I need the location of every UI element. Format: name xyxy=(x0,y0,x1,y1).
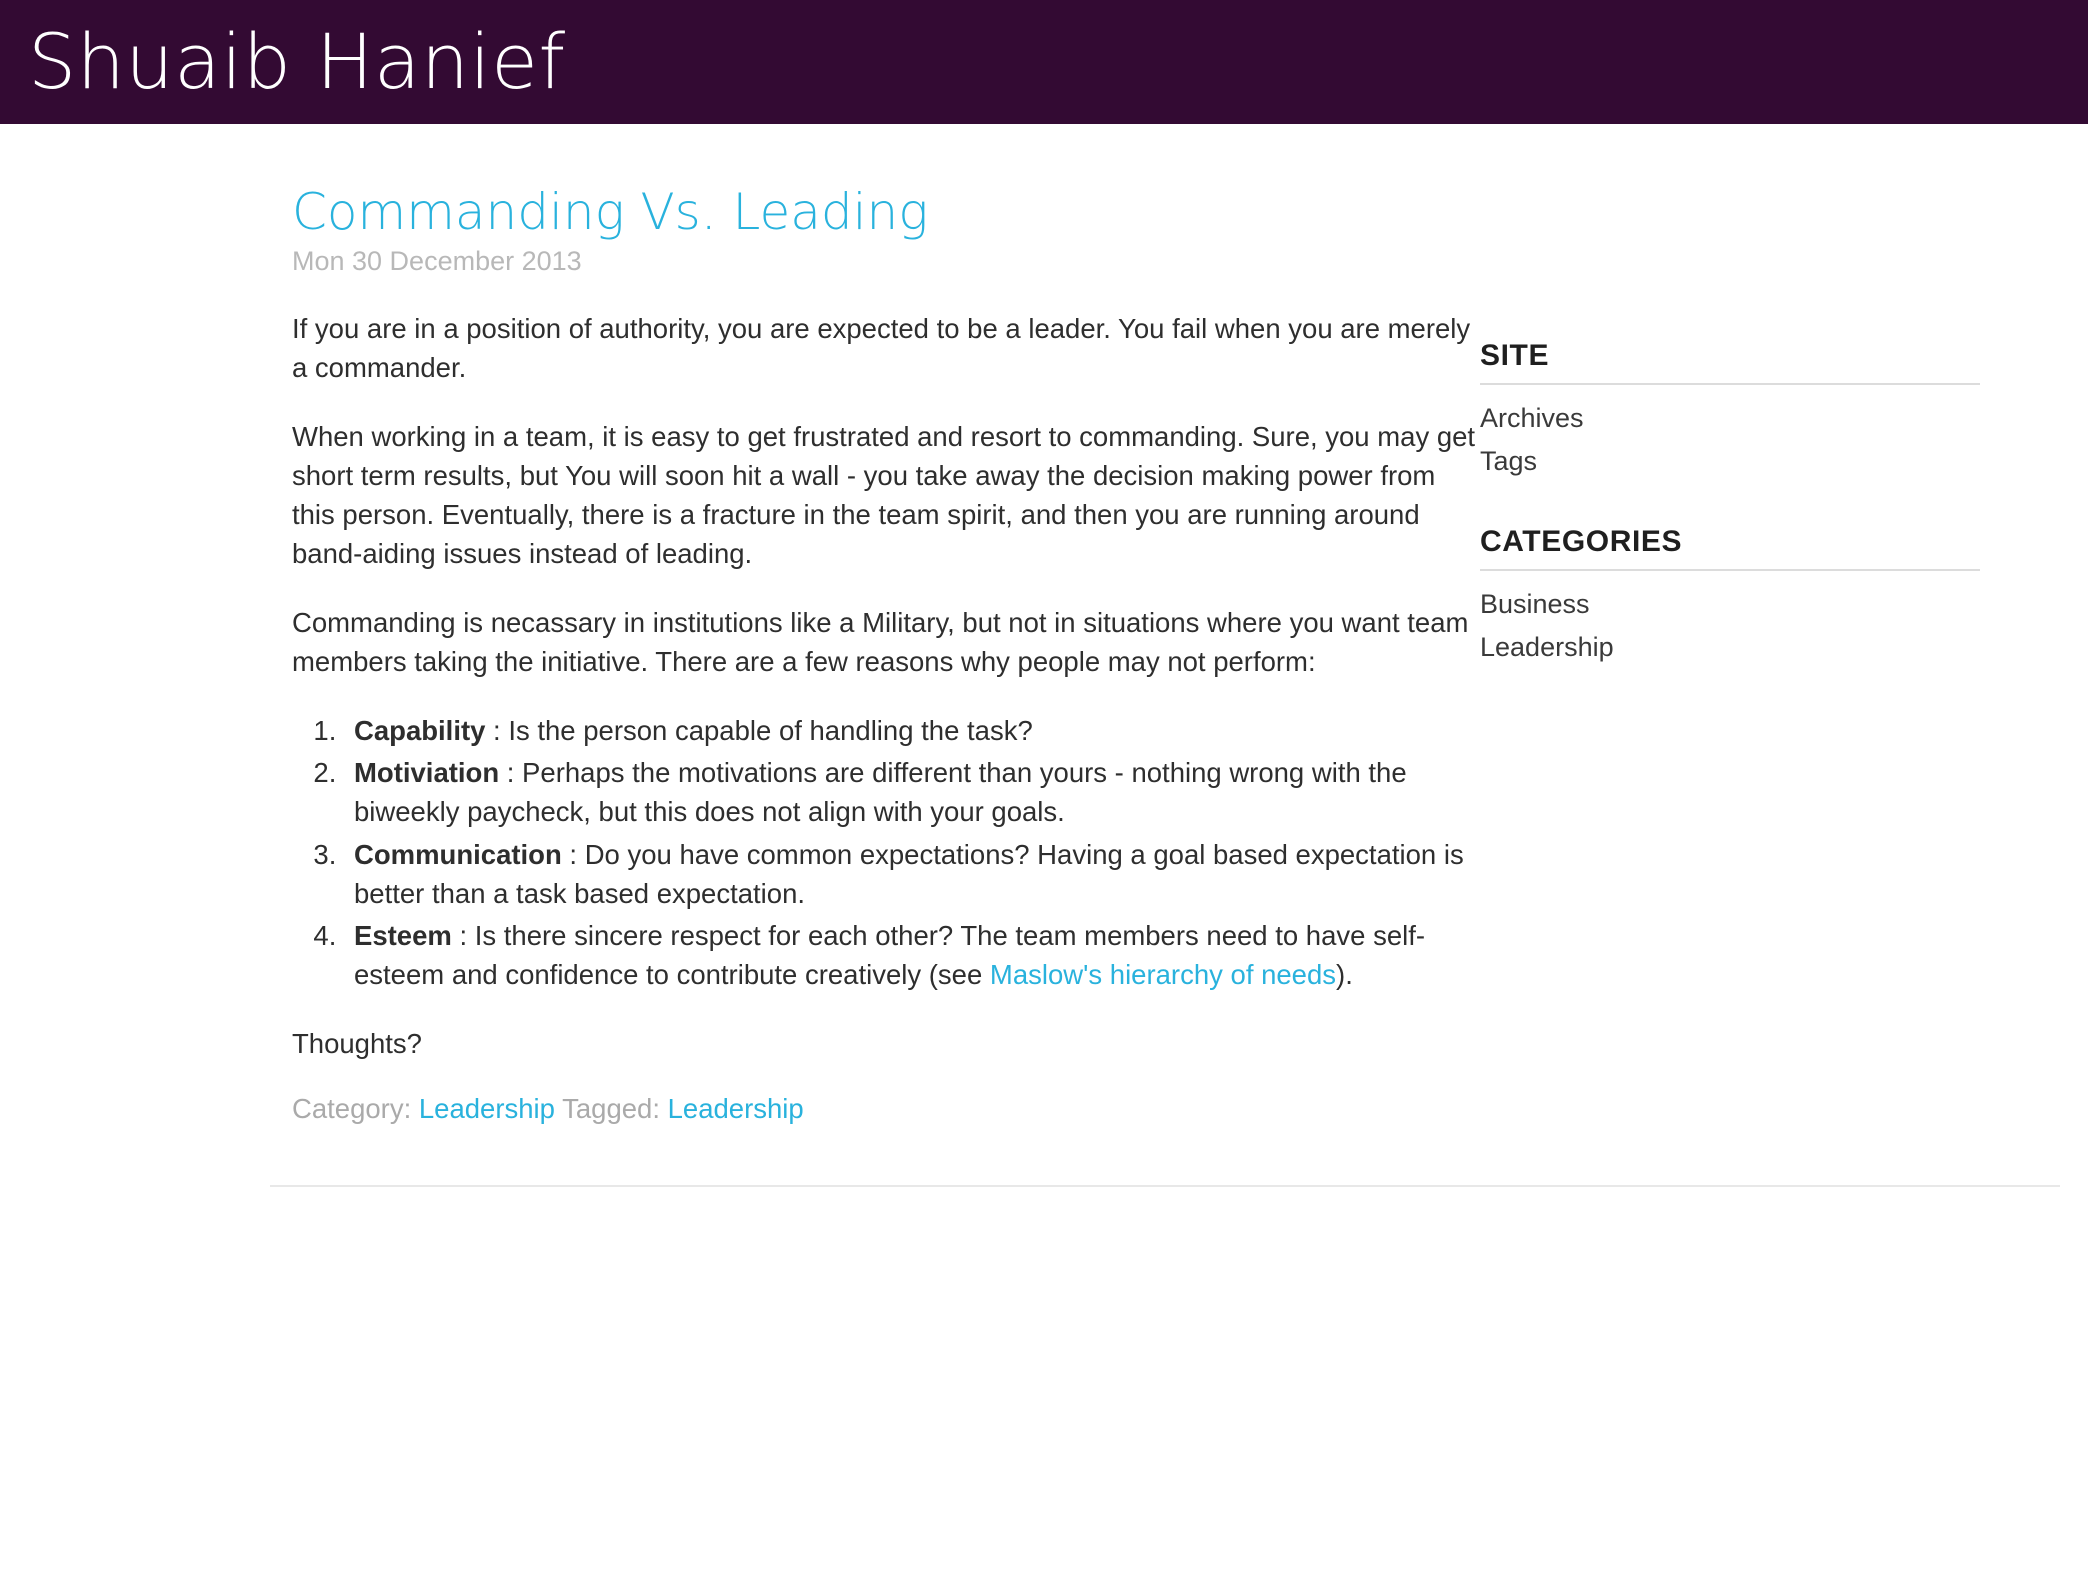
sidebar-heading-categories: CATEGORIES xyxy=(1480,525,1980,571)
page-wrapper xyxy=(0,124,2088,1187)
maslow-link[interactable]: Maslow's hierarchy of needs xyxy=(989,958,1337,990)
main-content xyxy=(0,124,1480,1187)
list-item-term: Communication xyxy=(354,838,562,870)
category-link[interactable]: Leadership xyxy=(418,1092,555,1124)
sidebar-item-tags[interactable] xyxy=(1480,446,1980,477)
post-article xyxy=(292,184,1480,1187)
post-paragraph: If you are in a position of authority, you are expected to be a leader. You fail when you are merely a commander. xyxy=(292,313,1471,384)
post-date: Mon 30 December 2013 xyxy=(292,246,582,276)
list-item xyxy=(344,916,1480,994)
reasons-list xyxy=(292,711,1480,993)
post-divider xyxy=(270,1185,2060,1187)
post-meta xyxy=(292,1093,1480,1125)
list-item-text: : Is the person capable of handling the task? xyxy=(485,715,1033,747)
post-closing: Thoughts? xyxy=(292,1027,422,1059)
post-paragraph: When working in a team, it is easy to get frustrated and resort to commanding. Sure, you may get short term results, but You will soon hit a wall - you take away the decision making power from this person. Eventually, there is a fracture in the team spirit, and then you are running around band-aiding issues instead of leading. xyxy=(292,421,1476,570)
sidebar-section-categories xyxy=(1480,525,1980,663)
list-item-text: : Is there sincere respect for each other? The team members need to have self-esteem and confidence to contribute creatively (see xyxy=(354,919,1426,990)
sidebar-link-tags[interactable]: Tags xyxy=(1480,446,1538,476)
sidebar-list-categories xyxy=(1480,589,1980,663)
sidebar-section-site xyxy=(1480,339,1980,477)
post-body xyxy=(292,309,1480,1063)
sidebar-heading-site: SITE xyxy=(1480,339,1980,385)
sidebar-link-archives[interactable]: Archives xyxy=(1480,403,1584,433)
category-label: Category: xyxy=(292,1092,412,1124)
sidebar-item-archives[interactable] xyxy=(1480,403,1980,434)
sidebar-item-business[interactable] xyxy=(1480,589,1980,620)
post-paragraph: Commanding is necassary in institutions like a Military, but not in situations where you want team members taking the initiative. There are a few reasons why people may not perform: xyxy=(292,607,1469,678)
sidebar xyxy=(1480,124,2080,711)
sidebar-link-leadership[interactable]: Leadership xyxy=(1480,632,1614,662)
list-item xyxy=(344,835,1480,913)
list-item xyxy=(344,711,1480,750)
list-item-term: Motiviation xyxy=(354,757,500,789)
list-item-text: : Perhaps the motivations are different than yours - nothing wrong with the biweekly paycheck, but this does not align with your goals. xyxy=(354,757,1407,828)
sidebar-link-business[interactable]: Business xyxy=(1480,589,1590,619)
tag-link[interactable]: Leadership xyxy=(667,1092,804,1124)
sidebar-item-leadership[interactable] xyxy=(1480,632,1980,663)
list-item-term: Capability xyxy=(354,715,486,747)
post-title[interactable]: Commanding Vs. Leading xyxy=(292,183,929,241)
site-title[interactable]: Shuaib Hanief xyxy=(28,17,566,106)
list-item xyxy=(344,753,1480,831)
list-item-text-after: ). xyxy=(1336,958,1353,990)
tagged-label: Tagged: xyxy=(562,1092,660,1124)
list-item-term: Esteem xyxy=(354,919,452,951)
list-item-text: : Do you have common expectations? Having a goal based expectation is better than a task based expectation. xyxy=(354,838,1464,909)
sidebar-list-site xyxy=(1480,403,1980,477)
site-header xyxy=(0,0,2088,124)
